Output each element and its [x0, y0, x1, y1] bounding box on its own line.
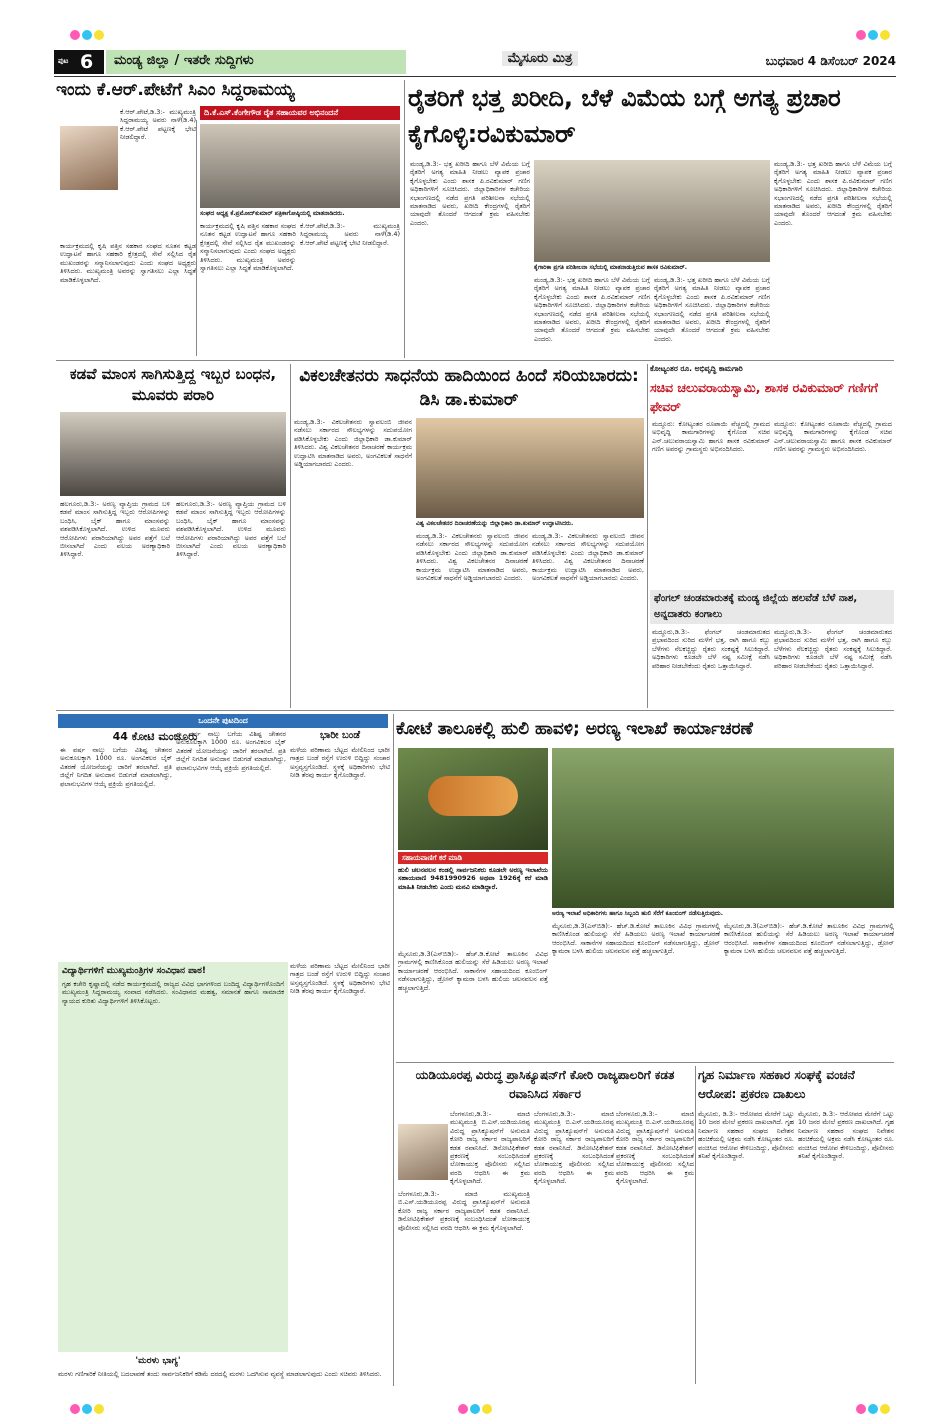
registration-mark	[458, 1404, 468, 1414]
meat-headline: ಕಡವೆ ಮಾಂಸ ಸಾಗಿಸುತ್ತಿದ್ದ ಇಬ್ಬರ ಬಂಧನ, ಮೂವರು ಪರಾರಿ	[69, 365, 277, 404]
registration-mark	[868, 1404, 878, 1414]
boulder-title: 'ಮರಳು ಭಾಗ್ಯ'	[135, 1356, 181, 1366]
rule-3	[396, 1062, 894, 1063]
cm-caption: ಸಂಘದ ಅಧ್ಯಕ್ಷ ಕೆ.ಪ್ರಮೋದ್‌ಕುಮಾರ್ ಪತ್ರಿಕಾಗೋಷ್ಠಿಯಲ್ಲಿ ಮಾತನಾಡಿದರು.	[200, 210, 345, 217]
help-text: ಹುಲಿ ಚಲನವಲನ ಕಂಡಲ್ಲಿ ಸಾರ್ವಜನಿಕರು ಕೂಡಲೇ ಅರಣ್ಯ ಇಲಾಖೆಯ ಸಹಾಯವಾಣಿ 9481990926 ಅಥವಾ 1926ಕ್ಕೆ ಕರೆ ಮಾಡಿ ಮಾಹಿತಿ ನೀಡಬೇಕು ಎಂದು ಮನವಿ ಮಾಡಿದ್ದಾರೆ.	[398, 866, 548, 891]
registration-mark	[880, 30, 890, 40]
cm-body-col2: ಕಾರ್ಯಕ್ರಮದಲ್ಲಿ ಕೃಷಿ ಪತ್ತಿನ ಸಹಕಾರ ಸಂಘದ ನೂತನ ಕಟ್ಟಡ ಉದ್ಘಾಟನೆ ಹಾಗೂ ಸಹಕಾರಿ ಕ್ಷೇತ್ರದಲ್ಲಿ ಸೇವೆ ಸಲ್ಲಿಸಿದ ರೈತ ಮುಖಂಡರನ್ನು ಸನ್ಮಾನಿಸಲಾಗುವುದು ಎಂದು ಸಂಘದ ಅಧ್ಯಕ್ಷರು ತಿಳಿಸಿದರು. ಮುಖ್ಯಮಂತ್ರಿ ಅವರನ್ನು ಸ್ವಾಗತಿಸಲು ಎಲ್ಲಾ ಸಿದ್ಧತೆ ಮಾಡಿಕೊಳ್ಳಲಾಗಿದೆ.	[200, 222, 296, 273]
minister-body-col1: ಮದ್ದೂರು: ಕೋಟ್ಯಂತರ ರೂಪಾಯಿ ವೆಚ್ಚದಲ್ಲಿ ಗ್ರಾಮದ ಅಭಿವೃದ್ಧಿ ಕಾಮಗಾರಿಗಳನ್ನು ಕೈಗೊಂಡ ಸಚಿವ ಎನ್.ಚಲುವರಾಯಸ್ವಾಮಿ ಹಾಗೂ ಶಾಸಕ ರವಿಕುಮಾರ್ ಗಣಿಗ ಅವರನ್ನು ಗ್ರಾಮಸ್ಥರು ಅಭಿನಂದಿಸಿದರು.	[652, 420, 770, 454]
section-title: ಮಂಡ್ಯ ಜಿಲ್ಲಾ / ಇತರೇ ಸುದ್ದಿಗಳು	[106, 50, 406, 74]
registration-mark	[868, 30, 878, 40]
cm-body: ಕಾರ್ಯಕ್ರಮದಲ್ಲಿ ಕೃಷಿ ಪತ್ತಿನ ಸಹಕಾರ ಸಂಘದ ನೂತನ ಕಟ್ಟಡ ಉದ್ಘಾಟನೆ ಹಾಗೂ ಸಹಕಾರಿ ಕ್ಷೇತ್ರದಲ್ಲಿ ಸೇವೆ ಸಲ್ಲಿಸಿದ ರೈತ ಮುಖಂಡರನ್ನು ಸನ್ಮಾನಿಸಲಾಗುವುದು ಎಂದು ಸಂಘದ ಅಧ್ಯಕ್ಷರು ತಿಳಿಸಿದರು. ಮುಖ್ಯಮಂತ್ರಿ ಅವರನ್ನು ಸ್ವಾಗತಿಸಲು ಎಲ್ಲಾ ಸಿದ್ಧತೆ ಮಾಡಿಕೊಳ್ಳಲಾಗಿದೆ.	[60, 242, 196, 284]
cm-meeting-photo	[200, 124, 400, 208]
continued-banner: ಒಂದನೇ ಪುಟದಿಂದ	[58, 714, 388, 728]
col-rule-1	[196, 120, 197, 356]
farmers-headline: ರೈತರಿಗೆ ಭತ್ತ ಖರೀದಿ, ಬೆಳೆ ವಿಮೆಯ ಬಗ್ಗೆ ಅಗತ್ಯ ಪ್ರಚಾರ ಕೈಗೊಳ್ಳಿ:ರವಿಕುಮಾರ್	[408, 84, 841, 148]
yeddy-portrait	[398, 1124, 448, 1180]
student-title: ವಿದ್ಯಾರ್ಥಿಗಳಿಗೆ ಮುಖ್ಯಮಂತ್ರಿಗಳ ಸಂವಿಧಾನ ಪಾಠ!	[62, 966, 206, 976]
cyclone-body-col1: ಮದ್ದೂರು,ಡಿ.3:- ಫೆಂಗಲ್ ಚಂಡಮಾರುತದ ಪ್ರಭಾವದಿಂದ ಸುರಿದ ಮಳೆಗೆ ಭತ್ತ, ರಾಗಿ ಹಾಗೂ ಕಬ್ಬು ಬೆಳೆಗಳು ನೆಲಕಚ್ಚಿದ್ದು ರೈತರು ಸಂಕಷ್ಟಕ್ಕೆ ಸಿಲುಕಿದ್ದಾರೆ. ಅಧಿಕಾರಿಗಳು ಕೂಡಲೇ ಬೆಳೆ ನಷ್ಟ ಸಮೀಕ್ಷೆ ನಡೆಸಿ ಪರಿಹಾರ ನೀಡಬೇಕೆಂದು ರೈತರು ಒತ್ತಾಯಿಸಿದ್ದಾರೆ.	[652, 628, 770, 670]
tiger-caption: ಅರಣ್ಯ ಇಲಾಖೆ ಅಧಿಕಾರಿಗಳು ಹಾಗೂ ಸಿಬ್ಬಂದಿ ಹುಲಿ ಸೆರೆಗೆ ಕೂಂಬಿಂಗ್ ನಡೆಸುತ್ತಿರುವುದು.	[552, 910, 723, 917]
disabled-headline: ವಿಕಲಚೇತನರು ಸಾಧನೆಯ ಹಾದಿಯಿಂದ ಹಿಂದೆ ಸರಿಯಬಾರದು: ಡಿಸಿ ಡಾ.ಕುಮಾರ್	[299, 366, 639, 410]
student-body: ಗೃಹ ಕಚೇರಿ ಕೃಷ್ಣಾದಲ್ಲಿ ನಡೆದ ಕಾರ್ಯಕ್ರಮದಲ್ಲಿ ರಾಜ್ಯದ ವಿವಿಧ ಭಾಗಗಳಿಂದ ಬಂದಿದ್ದ ವಿದ್ಯಾರ್ಥಿಗಳೊಂದಿಗೆ ಮುಖ್ಯಮಂತ್ರಿ ಸಿದ್ದರಾಮಯ್ಯ ಸಂವಾದ ನಡೆಸಿದರು. ಸಂವಿಧಾನದ ಮಹತ್ವ, ಸಮಾನತೆ ಹಾಗೂ ಸಾಮಾಜಿಕ ನ್ಯಾಯದ ಕುರಿತು ವಿದ್ಯಾರ್ಥಿಗಳಿಗೆ ತಿಳಿಸಿಕೊಟ್ಟರು.	[62, 980, 284, 1005]
crore-title: 44 ಕೋಟಿ ಮಂಜೂರು	[112, 730, 198, 743]
yeddy-headline: ಯಡಿಯೂರಪ್ಪ ವಿರುದ್ಧ ಪ್ರಾಸಿಕ್ಯೂಷನ್‌ಗೆ ಕೋರಿ ರಾಜ್ಯಪಾಲರಿಗೆ ಕಡತ ರವಾನಿಸಿದ ಸರ್ಕಾರ	[415, 1068, 675, 1101]
meat-body-col1: ಹಲಗೂರು,ಡಿ.3:- ಅರಣ್ಯ ವ್ಯಾಪ್ತಿಯ ಗ್ರಾಮದ ಬಳಿ ಕಡವೆ ಮಾಂಸ ಸಾಗಿಸುತ್ತಿದ್ದ ಇಬ್ಬರು ಆರೋಪಿಗಳನ್ನು ಬಂಧಿಸಿ, ಬೈಕ್ ಹಾಗೂ ಮಾಂಸವನ್ನು ವಶಪಡಿಸಿಕೊಳ್ಳಲಾಗಿದೆ. ಉಳಿದ ಮೂವರು ಆರೋಪಿಗಳು ಪರಾರಿಯಾಗಿದ್ದು ಅವರ ಪತ್ತೆಗೆ ಬಲೆ ಬೀಸಲಾಗಿದೆ ಎಂದು ವಲಯ ಅರಣ್ಯಾಧಿಕಾರಿ ತಿಳಿಸಿದ್ದಾರೆ.	[60, 500, 170, 559]
col-rule-2	[404, 80, 405, 358]
registration-mark	[82, 1404, 92, 1414]
crore-body-col2: ಈ ವರ್ಷ ನಾಲ್ಕು ಬಗೆಯ ವಿಶಿಷ್ಟ ಚೇತನರ ಅನುಕೂಲಕ್ಕಾಗಿ 1000 ರೂ. ಅಂಗವಿಕಲರ ಬೈಕ್ ವಿತರಣೆ ಯೋಜನೆಯನ್ನು ಜಾರಿಗೆ ತರಲಾಗಿದೆ. ಪ್ರತಿ ಜಿಲ್ಲೆಗೆ ನಿಗದಿತ ಅನುದಾನ ಬಿಡುಗಡೆ ಮಾಡಲಾಗಿದ್ದು, ಫಲಾನುಭವಿಗಳ ಆಯ್ಕೆ ಪ್ರಕ್ರಿಯೆ ಪ್ರಗತಿಯಲ್ಲಿದೆ.	[176, 730, 286, 772]
boulder-body: ಮರಳು ಗಣಿಗಾರಿಕೆ ನೀತಿಯಲ್ಲಿ ಬದಲಾವಣೆ ತಂದು ಸಾರ್ವಜನಿಕರಿಗೆ ಕಡಿಮೆ ದರದಲ್ಲಿ ಮರಳು ಒದಗಿಸುವ ವ್ಯವಸ್ಥೆ ಮಾಡಲಾಗುವುದು ಎಂದು ಸಚಿವರು ತಿಳಿಸಿದರು.	[58, 1370, 382, 1378]
yeddy-body-top: ಬೆಂಗಳೂರು,ಡಿ.3:- ಮಾಜಿ ಮುಖ್ಯಮಂತ್ರಿ ಬಿ.ಎಸ್.ಯಡಿಯೂರಪ್ಪ ವಿರುದ್ಧ ಪ್ರಾಸಿಕ್ಯೂಷನ್‌ಗೆ ಅನುಮತಿ ಕೋರಿ ರಾಜ್ಯ ಸರ್ಕಾರ ರಾಜ್ಯಪಾಲರಿಗೆ ಕಡತ ರವಾನಿಸಿದೆ. ಡಿನೋಟಿಫಿಕೇಶನ್ ಪ್ರಕರಣಕ್ಕೆ ಸಂಬಂಧಿಸಿದಂತೆ ಲೋಕಾಯುಕ್ತ ಪೊಲೀಸರು ಸಲ್ಲಿಸಿದ ವರದಿ ಆಧರಿಸಿ ಈ ಕ್ರಮ ಕೈಗೊಳ್ಳಲಾಗಿದೆ.	[450, 1110, 530, 1186]
col-rule-5	[393, 714, 394, 1386]
registration-mark	[482, 1404, 492, 1414]
tiger-headline: ಕೋಟೆ ತಾಲೂಕಲ್ಲಿ ಹುಲಿ ಹಾವಳಿ; ಅರಣ್ಯ ಇಲಾಖೆ ಕಾರ್ಯಾಚರಣೆ	[396, 719, 753, 739]
header-rule	[54, 76, 896, 77]
yeddy-body-col2: ಬೆಂಗಳೂರು,ಡಿ.3:- ಮಾಜಿ ಮುಖ್ಯಮಂತ್ರಿ ಬಿ.ಎಸ್.ಯಡಿಯೂರಪ್ಪ ವಿರುದ್ಧ ಪ್ರಾಸಿಕ್ಯೂಷನ್‌ಗೆ ಅನುಮತಿ ಕೋರಿ ರಾಜ್ಯ ಸರ್ಕಾರ ರಾಜ್ಯಪಾಲರಿಗೆ ಕಡತ ರವಾನಿಸಿದೆ. ಡಿನೋಟಿಫಿಕೇಶನ್ ಪ್ರಕರಣಕ್ಕೆ ಸಂಬಂಧಿಸಿದಂತೆ ಲೋಕಾಯುಕ್ತ ಪೊಲೀಸರು ಸಲ್ಲಿಸಿದ ವರದಿ ಆಧರಿಸಿ ಈ ಕ್ರಮ ಕೈಗೊಳ್ಳಲಾಗಿದೆ.	[534, 1110, 614, 1186]
tiger-body-col2: ಮೈಸೂರು,ಡಿ.3(ಎಸ್‌ಬಿಡಿ):- ಹೆಚ್.ಡಿ.ಕೋಟೆ ತಾಲೂಕಿನ ವಿವಿಧ ಗ್ರಾಮಗಳಲ್ಲಿ ಕಾಣಿಸಿಕೊಂಡ ಹುಲಿಯನ್ನು ಸೆರೆ ಹಿಡಿಯಲು ಅರಣ್ಯ ಇಲಾಖೆ ಕಾರ್ಯಾಚರಣೆ ಆರಂಭಿಸಿದೆ. ಸಾಕಾನೆಗಳ ಸಹಾಯದಿಂದ ಕೂಂಬಿಂಗ್ ನಡೆಸಲಾಗುತ್ತಿದ್ದು, ಡ್ರೋನ್ ಕ್ಯಾಮರಾ ಬಳಸಿ ಹುಲಿಯ ಚಲನವಲನ ಪತ್ತೆ ಹಚ್ಚಲಾಗುತ್ತಿದೆ.	[552, 922, 720, 956]
yeddy-body-col3: ಬೆಂಗಳೂರು,ಡಿ.3:- ಮಾಜಿ ಮುಖ್ಯಮಂತ್ರಿ ಬಿ.ಎಸ್.ಯಡಿಯೂರಪ್ಪ ವಿರುದ್ಧ ಪ್ರಾಸಿಕ್ಯೂಷನ್‌ಗೆ ಅನುಮತಿ ಕೋರಿ ರಾಜ್ಯ ಸರ್ಕಾರ ರಾಜ್ಯಪಾಲರಿಗೆ ಕಡತ ರವಾನಿಸಿದೆ. ಡಿನೋಟಿಫಿಕೇಶನ್ ಪ್ರಕರಣಕ್ಕೆ ಸಂಬಂಧಿಸಿದಂತೆ ಲೋಕಾಯುಕ್ತ ಪೊಲೀಸರು ಸಲ್ಲಿಸಿದ ವರದಿ ಆಧರಿಸಿ ಈ ಕ್ರಮ ಕೈಗೊಳ್ಳಲಾಗಿದೆ.	[616, 1110, 694, 1186]
disabled-photo	[416, 418, 644, 518]
col-rule-4	[647, 364, 648, 708]
farmers-caption: ಕೈಗಾರಿಕಾ ಪ್ರಗತಿ ಪರಿಶೀಲನಾ ಸಭೆಯಲ್ಲಿ ಮಾತನಾಡುತ್ತಿರುವ ಶಾಸಕ ರವಿಕುಮಾರ್.	[534, 264, 688, 271]
housing-body-col2: ಮೈಸೂರು, ಡಿ.3:- ಆರೋಪದ ಮೇರೆಗೆ ಒಟ್ಟು 10 ಜನರ ಮೇಲೆ ಪ್ರಕರಣ ದಾಖಲಾಗಿದೆ. ಗೃಹ ನಿರ್ಮಾಣ ಸಹಕಾರ ಸಂಘದ ನಿವೇಶನ ಹಂಚಿಕೆಯಲ್ಲಿ ಅಕ್ರಮ ನಡೆಸಿ ಕೋಟ್ಯಂತರ ರೂ. ವಂಚಿಸಿದ ಆರೋಪ ಕೇಳಿಬಂದಿದ್ದು, ಪೊಲೀಸರು ತನಿಖೆ ಕೈಗೊಂಡಿದ್ದಾರೆ.	[798, 1110, 894, 1161]
rule-1	[56, 360, 894, 361]
farmers-body-col3: ಮಂಡ್ಯ,ಡಿ.3:- ಭತ್ತ ಖರೀದಿ ಹಾಗೂ ಬೆಳೆ ವಿಮೆಯ ಬಗ್ಗೆ ರೈತರಿಗೆ ಅಗತ್ಯ ಮಾಹಿತಿ ನೀಡಲು ವ್ಯಾಪಕ ಪ್ರಚಾರ ಕೈಗೊಳ್ಳಬೇಕು ಎಂದು ಶಾಸಕ ಪಿ.ರವಿಕುಮಾರ್ ಗಣಿಗ ಅಧಿಕಾರಿಗಳಿಗೆ ಸೂಚಿಸಿದರು. ಜಿಲ್ಲಾಧಿಕಾರಿಗಳ ಕಚೇರಿಯ ಸಭಾಂಗಣದಲ್ಲಿ ನಡೆದ ಪ್ರಗತಿ ಪರಿಶೀಲನಾ ಸಭೆಯಲ್ಲಿ ಮಾತನಾಡಿದ ಅವರು, ಖರೀದಿ ಕೇಂದ್ರಗಳಲ್ಲಿ ರೈತರಿಗೆ ಯಾವುದೇ ತೊಂದರೆ ಆಗದಂತೆ ಕ್ರಮ ವಹಿಸಬೇಕು ಎಂದರು.	[654, 276, 770, 343]
minister-kicker: ಕೋಟ್ಯಂತರ ರೂ. ಅಭಿವೃದ್ಧಿ ಕಾಮಗಾರಿ	[650, 364, 743, 373]
registration-mark	[856, 30, 866, 40]
tiger-body-col3: ಮೈಸೂರು,ಡಿ.3(ಎಸ್‌ಬಿಡಿ):- ಹೆಚ್.ಡಿ.ಕೋಟೆ ತಾಲೂಕಿನ ವಿವಿಧ ಗ್ರಾಮಗಳಲ್ಲಿ ಕಾಣಿಸಿಕೊಂಡ ಹುಲಿಯನ್ನು ಸೆರೆ ಹಿಡಿಯಲು ಅರಣ್ಯ ಇಲಾಖೆ ಕಾರ್ಯಾಚರಣೆ ಆರಂಭಿಸಿದೆ. ಸಾಕಾನೆಗಳ ಸಹಾಯದಿಂದ ಕೂಂಬಿಂಗ್ ನಡೆಸಲಾಗುತ್ತಿದ್ದು, ಡ್ರೋನ್ ಕ್ಯಾಮರಾ ಬಳಸಿ ಹುಲಿಯ ಚಲನವಲನ ಪತ್ತೆ ಹಚ್ಚಲಾಗುತ್ತಿದೆ.	[724, 922, 894, 956]
registration-mark	[470, 1404, 480, 1414]
meat-body-col2: ಹಲಗೂರು,ಡಿ.3:- ಅರಣ್ಯ ವ್ಯಾಪ್ತಿಯ ಗ್ರಾಮದ ಬಳಿ ಕಡವೆ ಮಾಂಸ ಸಾಗಿಸುತ್ತಿದ್ದ ಇಬ್ಬರು ಆರೋಪಿಗಳನ್ನು ಬಂಧಿಸಿ, ಬೈಕ್ ಹಾಗೂ ಮಾಂಸವನ್ನು ವಶಪಡಿಸಿಕೊಳ್ಳಲಾಗಿದೆ. ಉಳಿದ ಮೂವರು ಆರೋಪಿಗಳು ಪರಾರಿಯಾಗಿದ್ದು ಅವರ ಪತ್ತೆಗೆ ಬಲೆ ಬೀಸಲಾಗಿದೆ ಎಂದು ವಲಯ ಅರಣ್ಯಾಧಿಕಾರಿ ತಿಳಿಸಿದ್ದಾರೆ.	[176, 500, 286, 559]
student-callout	[58, 962, 288, 1352]
housing-headline: ಗೃಹ ನಿರ್ಮಾಣ ಸಹಕಾರ ಸಂಘಕ್ಕೆ ವಂಚನೆ ಆರೋಪ: ಪ್ರಕರಣ ದಾಖಲು	[698, 1068, 855, 1101]
rain-body-col1: ಮಳೆಯ ಪರಿಣಾಮ ಬೆಟ್ಟದ ಮೇಲಿನಿಂದ ಭಾರೀ ಗಾತ್ರದ ಬಂಡೆ ರಸ್ತೆಗೆ ಉರುಳಿ ಬಿದ್ದಿದ್ದು ಸಂಚಾರ ಅಸ್ತವ್ಯಸ್ತಗೊಂಡಿದೆ. ಸ್ಥಳಕ್ಕೆ ಅಧಿಕಾರಿಗಳು ಭೇಟಿ ನೀಡಿ ತೆರವು ಕಾರ್ಯ ಕೈಗೊಂಡಿದ್ದಾರೆ.	[290, 746, 390, 780]
tiger-operation-photo	[552, 748, 894, 908]
cm-dateline: ಕೆ.ಆರ್.ಪೇಟೆ,ಡಿ.3:- ಮುಖ್ಯಮಂತ್ರಿ ಸಿದ್ದರಾಮಯ್ಯ ಅವರು ನಾಳೆ(ಡಿ.4) ಕೆ.ಆರ್.ಪೇಟೆ ಪಟ್ಟಣಕ್ಕೆ ಭೇಟಿ ನೀಡಲಿದ್ದಾರೆ.	[120, 108, 196, 142]
page-number: 6	[80, 51, 94, 73]
tiger-body-col1: ಮೈಸೂರು,ಡಿ.3(ಎಸ್‌ಬಿಡಿ):- ಹೆಚ್.ಡಿ.ಕೋಟೆ ತಾಲೂಕಿನ ವಿವಿಧ ಗ್ರಾಮಗಳಲ್ಲಿ ಕಾಣಿಸಿಕೊಂಡ ಹುಲಿಯನ್ನು ಸೆರೆ ಹಿಡಿಯಲು ಅರಣ್ಯ ಇಲಾಖೆ ಕಾರ್ಯಾಚರಣೆ ಆರಂಭಿಸಿದೆ. ಸಾಕಾನೆಗಳ ಸಹಾಯದಿಂದ ಕೂಂಬಿಂಗ್ ನಡೆಸಲಾಗುತ್ತಿದ್ದು, ಡ್ರೋನ್ ಕ್ಯಾಮರಾ ಬಳಸಿ ಹುಲಿಯ ಚಲನವಲನ ಪತ್ತೆ ಹಚ್ಚಲಾಗುತ್ತಿದೆ.	[398, 950, 548, 992]
registration-mark	[70, 30, 80, 40]
minister-headline: ಸಚಿವ ಚಲುವರಾಯಸ್ವಾಮಿ, ಶಾಸಕ ರವಿಕುಮಾರ್ ಗಣಿಗಗೆ ಫೇವರ್	[650, 380, 878, 414]
issue-date: ಬುಧವಾರ 4 ಡಿಸೆಂಬರ್ 2024	[765, 54, 896, 68]
yeddy-body-col1: ಬೆಂಗಳೂರು,ಡಿ.3:- ಮಾಜಿ ಮುಖ್ಯಮಂತ್ರಿ ಬಿ.ಎಸ್.ಯಡಿಯೂರಪ್ಪ ವಿರುದ್ಧ ಪ್ರಾಸಿಕ್ಯೂಷನ್‌ಗೆ ಅನುಮತಿ ಕೋರಿ ರಾಜ್ಯ ಸರ್ಕಾರ ರಾಜ್ಯಪಾಲರಿಗೆ ಕಡತ ರವಾನಿಸಿದೆ. ಡಿನೋಟಿಫಿಕೇಶನ್ ಪ್ರಕರಣಕ್ಕೆ ಸಂಬಂಧಿಸಿದಂತೆ ಲೋಕಾಯುಕ್ತ ಪೊಲೀಸರು ಸಲ್ಲಿಸಿದ ವರದಿ ಆಧರಿಸಿ ಈ ಕ್ರಮ ಕೈಗೊಳ್ಳಲಾಗಿದೆ.	[398, 1190, 530, 1232]
registration-mark	[94, 1404, 104, 1414]
rain-title: ಭಾರೀ ಬಂಡೆ	[320, 730, 360, 741]
farmers-meeting-photo	[534, 160, 770, 262]
crore-body-col1: ಈ ವರ್ಷ ನಾಲ್ಕು ಬಗೆಯ ವಿಶಿಷ್ಟ ಚೇತನರ ಅನುಕೂಲಕ್ಕಾಗಿ 1000 ರೂ. ಅಂಗವಿಕಲರ ಬೈಕ್ ವಿತರಣೆ ಯೋಜನೆಯನ್ನು ಜಾರಿಗೆ ತರಲಾಗಿದೆ. ಪ್ರತಿ ಜಿಲ್ಲೆಗೆ ನಿಗದಿತ ಅನುದಾನ ಬಿಡುಗಡೆ ಮಾಡಲಾಗಿದ್ದು, ಫಲಾನುಭವಿಗಳ ಆಯ್ಕೆ ಪ್ರಕ್ರಿಯೆ ಪ್ರಗತಿಯಲ್ಲಿದೆ.	[60, 746, 172, 788]
rain-body-col2: ಮಳೆಯ ಪರಿಣಾಮ ಬೆಟ್ಟದ ಮೇಲಿನಿಂದ ಭಾರೀ ಗಾತ್ರದ ಬಂಡೆ ರಸ್ತೆಗೆ ಉರುಳಿ ಬಿದ್ದಿದ್ದು ಸಂಚಾರ ಅಸ್ತವ್ಯಸ್ತಗೊಂಡಿದೆ. ಸ್ಥಳಕ್ಕೆ ಅಧಿಕಾರಿಗಳು ಭೇಟಿ ನೀಡಿ ತೆರವು ಕಾರ್ಯ ಕೈಗೊಂಡಿದ್ದಾರೆ.	[290, 962, 390, 996]
masthead	[470, 51, 610, 73]
disabled-body-col2: ಮಂಡ್ಯ,ಡಿ.3:- ವಿಕಲಚೇತನರು ಸ್ವಾವಲಂಬಿ ಜೀವನ ನಡೆಸಲು ಸರ್ಕಾರದ ಸೌಲಭ್ಯಗಳನ್ನು ಸದುಪಯೋಗ ಪಡಿಸಿಕೊಳ್ಳಬೇಕು ಎಂದು ಜಿಲ್ಲಾಧಿಕಾರಿ ಡಾ.ಕುಮಾರ್ ತಿಳಿಸಿದರು. ವಿಶ್ವ ವಿಕಲಚೇತನರ ದಿನಾಚರಣೆ ಕಾರ್ಯಕ್ರಮ ಉದ್ಘಾಟಿಸಿ ಮಾತನಾಡಿದ ಅವರು, ಅಂಗವಿಕಲತೆ ಸಾಧನೆಗೆ ಅಡ್ಡಿಯಾಗಬಾರದು ಎಂದರು.	[416, 532, 528, 583]
disabled-caption: ವಿಶ್ವ ವಿಕಲಚೇತನರ ದಿನಾಚರಣೆಯನ್ನು ಜಿಲ್ಲಾಧಿಕಾರಿ ಡಾ.ಕುಮಾರ್ ಉದ್ಘಾಟಿಸಿದರು.	[416, 520, 574, 527]
rule-2	[56, 710, 894, 711]
tiger-photo	[398, 748, 548, 850]
disabled-body-col3: ಮಂಡ್ಯ,ಡಿ.3:- ವಿಕಲಚೇತನರು ಸ್ವಾವಲಂಬಿ ಜೀವನ ನಡೆಸಲು ಸರ್ಕಾರದ ಸೌಲಭ್ಯಗಳನ್ನು ಸದುಪಯೋಗ ಪಡಿಸಿಕೊಳ್ಳಬೇಕು ಎಂದು ಜಿಲ್ಲಾಧಿಕಾರಿ ಡಾ.ಕುಮಾರ್ ತಿಳಿಸಿದರು. ವಿಶ್ವ ವಿಕಲಚೇತನರ ದಿನಾಚರಣೆ ಕಾರ್ಯಕ್ರಮ ಉದ್ಘಾಟಿಸಿ ಮಾತನಾಡಿದ ಅವರು, ಅಂಗವಿಕಲತೆ ಸಾಧನೆಗೆ ಅಡ್ಡಿಯಾಗಬಾರದು ಎಂದರು.	[532, 532, 644, 583]
registration-mark	[70, 1404, 80, 1414]
cyclone-headline: ಫೆಂಗಲ್ ಚಂಡಮಾರುತಕ್ಕೆ ಮಂಡ್ಯ ಜಿಲ್ಲೆಯ ಹಲವೆಡೆ ಬೆಳೆ ನಾಶ, ಅನ್ನದಾತರು ಕಂಗಾಲು	[650, 590, 894, 624]
farmers-body-col4: ಮಂಡ್ಯ,ಡಿ.3:- ಭತ್ತ ಖರೀದಿ ಹಾಗೂ ಬೆಳೆ ವಿಮೆಯ ಬಗ್ಗೆ ರೈತರಿಗೆ ಅಗತ್ಯ ಮಾಹಿತಿ ನೀಡಲು ವ್ಯಾಪಕ ಪ್ರಚಾರ ಕೈಗೊಳ್ಳಬೇಕು ಎಂದು ಶಾಸಕ ಪಿ.ರವಿಕುಮಾರ್ ಗಣಿಗ ಅಧಿಕಾರಿಗಳಿಗೆ ಸೂಚಿಸಿದರು. ಜಿಲ್ಲಾಧಿಕಾರಿಗಳ ಕಚೇರಿಯ ಸಭಾಂಗಣದಲ್ಲಿ ನಡೆದ ಪ್ರಗತಿ ಪರಿಶೀಲನಾ ಸಭೆಯಲ್ಲಿ ಮಾತನಾಡಿದ ಅವರು, ಖರೀದಿ ಕೇಂದ್ರಗಳಲ್ಲಿ ರೈತರಿಗೆ ಯಾವುದೇ ತೊಂದರೆ ಆಗದಂತೆ ಕ್ರಮ ವಹಿಸಬೇಕು ಎಂದರು.	[774, 160, 892, 227]
col-rule-6	[695, 1066, 696, 1384]
farmers-body-col2: ಮಂಡ್ಯ,ಡಿ.3:- ಭತ್ತ ಖರೀದಿ ಹಾಗೂ ಬೆಳೆ ವಿಮೆಯ ಬಗ್ಗೆ ರೈತರಿಗೆ ಅಗತ್ಯ ಮಾಹಿತಿ ನೀಡಲು ವ್ಯಾಪಕ ಪ್ರಚಾರ ಕೈಗೊಳ್ಳಬೇಕು ಎಂದು ಶಾಸಕ ಪಿ.ರವಿಕುಮಾರ್ ಗಣಿಗ ಅಧಿಕಾರಿಗಳಿಗೆ ಸೂಚಿಸಿದರು. ಜಿಲ್ಲಾಧಿಕಾರಿಗಳ ಕಚೇರಿಯ ಸಭಾಂಗಣದಲ್ಲಿ ನಡೆದ ಪ್ರಗತಿ ಪರಿಶೀಲನಾ ಸಭೆಯಲ್ಲಿ ಮಾತನಾಡಿದ ಅವರು, ಖರೀದಿ ಕೇಂದ್ರಗಳಲ್ಲಿ ರೈತರಿಗೆ ಯಾವುದೇ ತೊಂದರೆ ಆಗದಂತೆ ಕ್ರಮ ವಹಿಸಬೇಕು ಎಂದರು.	[534, 276, 650, 343]
page-label: ಪುಟ	[58, 57, 69, 65]
registration-mark	[82, 30, 92, 40]
registration-mark	[856, 1404, 866, 1414]
masthead-text: ಮೈಸೂರು ಮಿತ್ರ	[502, 51, 579, 66]
cm-headline: ಇಂದು ಕೆ.ಆರ್.ಪೇಟೆಗೆ ಸಿಎಂ ಸಿದ್ದರಾಮಯ್ಯ	[56, 80, 295, 100]
cm-portrait	[60, 126, 118, 190]
help-tag: ಸಹಾಯವಾಣಿಗೆ ಕರೆ ಮಾಡಿ	[398, 852, 548, 864]
registration-mark	[94, 30, 104, 40]
tiger-figure	[428, 776, 518, 816]
registration-mark	[880, 1404, 890, 1414]
meat-photo	[60, 412, 286, 496]
farmers-body-col1: ಮಂಡ್ಯ,ಡಿ.3:- ಭತ್ತ ಖರೀದಿ ಹಾಗೂ ಬೆಳೆ ವಿಮೆಯ ಬಗ್ಗೆ ರೈತರಿಗೆ ಅಗತ್ಯ ಮಾಹಿತಿ ನೀಡಲು ವ್ಯಾಪಕ ಪ್ರಚಾರ ಕೈಗೊಳ್ಳಬೇಕು ಎಂದು ಶಾಸಕ ಪಿ.ರವಿಕುಮಾರ್ ಗಣಿಗ ಅಧಿಕಾರಿಗಳಿಗೆ ಸೂಚಿಸಿದರು. ಜಿಲ್ಲಾಧಿಕಾರಿಗಳ ಕಚೇರಿಯ ಸಭಾಂಗಣದಲ್ಲಿ ನಡೆದ ಪ್ರಗತಿ ಪರಿಶೀಲನಾ ಸಭೆಯಲ್ಲಿ ಮಾತನಾಡಿದ ಅವರು, ಖರೀದಿ ಕೇಂದ್ರಗಳಲ್ಲಿ ರೈತರಿಗೆ ಯಾವುದೇ ತೊಂದರೆ ಆಗದಂತೆ ಕ್ರಮ ವಹಿಸಬೇಕು ಎಂದರು.	[410, 160, 530, 227]
housing-body-col1: ಮೈಸೂರು, ಡಿ.3:- ಆರೋಪದ ಮೇರೆಗೆ ಒಟ್ಟು 10 ಜನರ ಮೇಲೆ ಪ್ರಕರಣ ದಾಖಲಾಗಿದೆ. ಗೃಹ ನಿರ್ಮಾಣ ಸಹಕಾರ ಸಂಘದ ನಿವೇಶನ ಹಂಚಿಕೆಯಲ್ಲಿ ಅಕ್ರಮ ನಡೆಸಿ ಕೋಟ್ಯಂತರ ರೂ. ವಂಚಿಸಿದ ಆರೋಪ ಕೇಳಿಬಂದಿದ್ದು, ಪೊಲೀಸರು ತನಿಖೆ ಕೈಗೊಂಡಿದ್ದಾರೆ.	[698, 1110, 794, 1161]
cm-body-col3: ಕೆ.ಆರ್.ಪೇಟೆ,ಡಿ.3:- ಮುಖ್ಯಮಂತ್ರಿ ಸಿದ್ದರಾಮಯ್ಯ ಅವರು ನಾಳೆ(ಡಿ.4) ಕೆ.ಆರ್.ಪೇಟೆ ಪಟ್ಟಣಕ್ಕೆ ಭೇಟಿ ನೀಡಲಿದ್ದಾರೆ.	[300, 222, 400, 247]
disabled-body-col1: ಮಂಡ್ಯ,ಡಿ.3:- ವಿಕಲಚೇತನರು ಸ್ವಾವಲಂಬಿ ಜೀವನ ನಡೆಸಲು ಸರ್ಕಾರದ ಸೌಲಭ್ಯಗಳನ್ನು ಸದುಪಯೋಗ ಪಡಿಸಿಕೊಳ್ಳಬೇಕು ಎಂದು ಜಿಲ್ಲಾಧಿಕಾರಿ ಡಾ.ಕುಮಾರ್ ತಿಳಿಸಿದರು. ವಿಶ್ವ ವಿಕಲಚೇತನರ ದಿನಾಚರಣೆ ಕಾರ್ಯಕ್ರಮ ಉದ್ಘಾಟಿಸಿ ಮಾತನಾಡಿದ ಅವರು, ಅಂಗವಿಕಲತೆ ಸಾಧನೆಗೆ ಅಡ್ಡಿಯಾಗಬಾರದು ಎಂದರು.	[294, 418, 412, 469]
cyclone-body-col2: ಮದ್ದೂರು,ಡಿ.3:- ಫೆಂಗಲ್ ಚಂಡಮಾರುತದ ಪ್ರಭಾವದಿಂದ ಸುರಿದ ಮಳೆಗೆ ಭತ್ತ, ರಾಗಿ ಹಾಗೂ ಕಬ್ಬು ಬೆಳೆಗಳು ನೆಲಕಚ್ಚಿದ್ದು ರೈತರು ಸಂಕಷ್ಟಕ್ಕೆ ಸಿಲುಕಿದ್ದಾರೆ. ಅಧಿಕಾರಿಗಳು ಕೂಡಲೇ ಬೆಳೆ ನಷ್ಟ ಸಮೀಕ್ಷೆ ನಡೆಸಿ ಪರಿಹಾರ ನೀಡಬೇಕೆಂದು ರೈತರು ಒತ್ತಾಯಿಸಿದ್ದಾರೆ.	[774, 628, 892, 670]
minister-body-col2: ಮದ್ದೂರು: ಕೋಟ್ಯಂತರ ರೂಪಾಯಿ ವೆಚ್ಚದಲ್ಲಿ ಗ್ರಾಮದ ಅಭಿವೃದ್ಧಿ ಕಾಮಗಾರಿಗಳನ್ನು ಕೈಗೊಂಡ ಸಚಿವ ಎನ್.ಚಲುವರಾಯಸ್ವಾಮಿ ಹಾಗೂ ಶಾಸಕ ರವಿಕುಮಾರ್ ಗಣಿಗ ಅವರನ್ನು ಗ್ರಾಮಸ್ಥರು ಅಭಿನಂದಿಸಿದರು.	[774, 420, 892, 454]
page-number-box	[54, 50, 104, 74]
cm-kicker: ದಿ.ಕೆ.ಎಸ್.ಕೆಂಗೇಗೌಡ ರೈತ ಸಹಾಯವರ ಅಭಿನಂದನೆ	[200, 106, 400, 120]
col-rule-3	[290, 364, 291, 708]
